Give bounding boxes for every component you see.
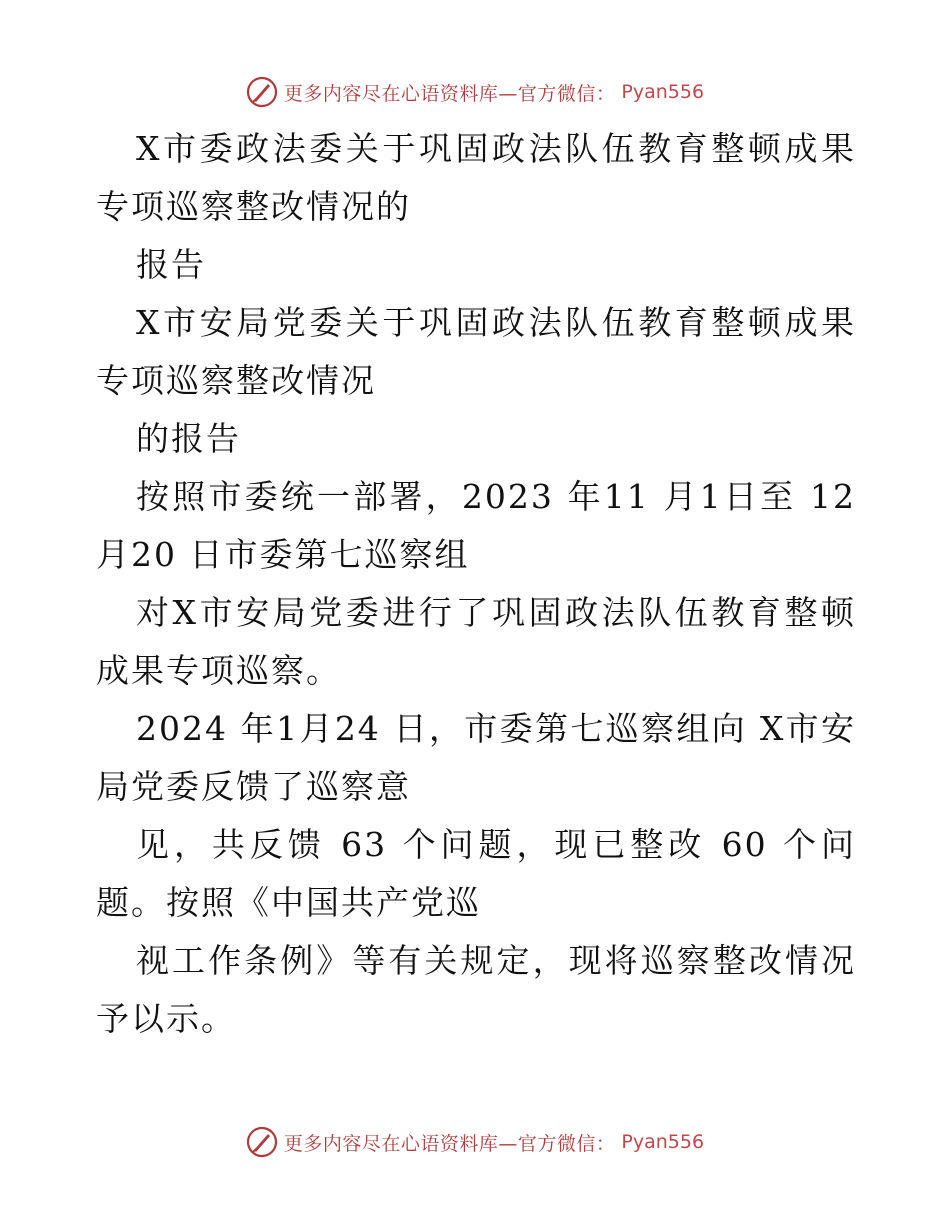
- quill-logo-icon: [246, 76, 278, 108]
- paragraph: 对X市安局党委进行了巩固政法队伍教育整顿成果专项巡察。: [96, 593, 856, 690]
- paragraph: 见，共反馈 63 个问题，现已整改 60 个问题。按照《中国共产党巡: [96, 825, 856, 922]
- watermark-text: 更多内容尽在心语资料库—官方微信：: [283, 1132, 616, 1155]
- footer-watermark: [0, 1122, 950, 1162]
- header-watermark: [0, 72, 950, 112]
- watermark-wechat-id: Pyan556: [621, 81, 705, 103]
- watermark-text: 更多内容尽在心语资料库—官方微信：: [283, 82, 616, 105]
- quill-logo-icon: [246, 1126, 278, 1158]
- paragraph: 按照市委统一部署，2023 年11 月1日至 12 月20 日市委第七巡察组: [96, 477, 856, 574]
- document-body: [96, 120, 856, 1048]
- paragraph: 视工作条例》等有关规定，现将巡察整改情况予以示。: [96, 941, 856, 1038]
- paragraph: X市委政法委关于巩固政法队伍教育整顿成果专项巡察整改情况的: [96, 129, 856, 226]
- paragraph: 报告: [136, 245, 206, 284]
- paragraph: 的报告: [136, 419, 241, 458]
- paragraph: X市安局党委关于巩固政法队伍教育整顿成果专项巡察整改情况: [96, 303, 856, 400]
- paragraph: 2024 年1月24 日，市委第七巡察组向 X市安局党委反馈了巡察意: [96, 709, 856, 806]
- watermark-wechat-id: Pyan556: [621, 1131, 705, 1153]
